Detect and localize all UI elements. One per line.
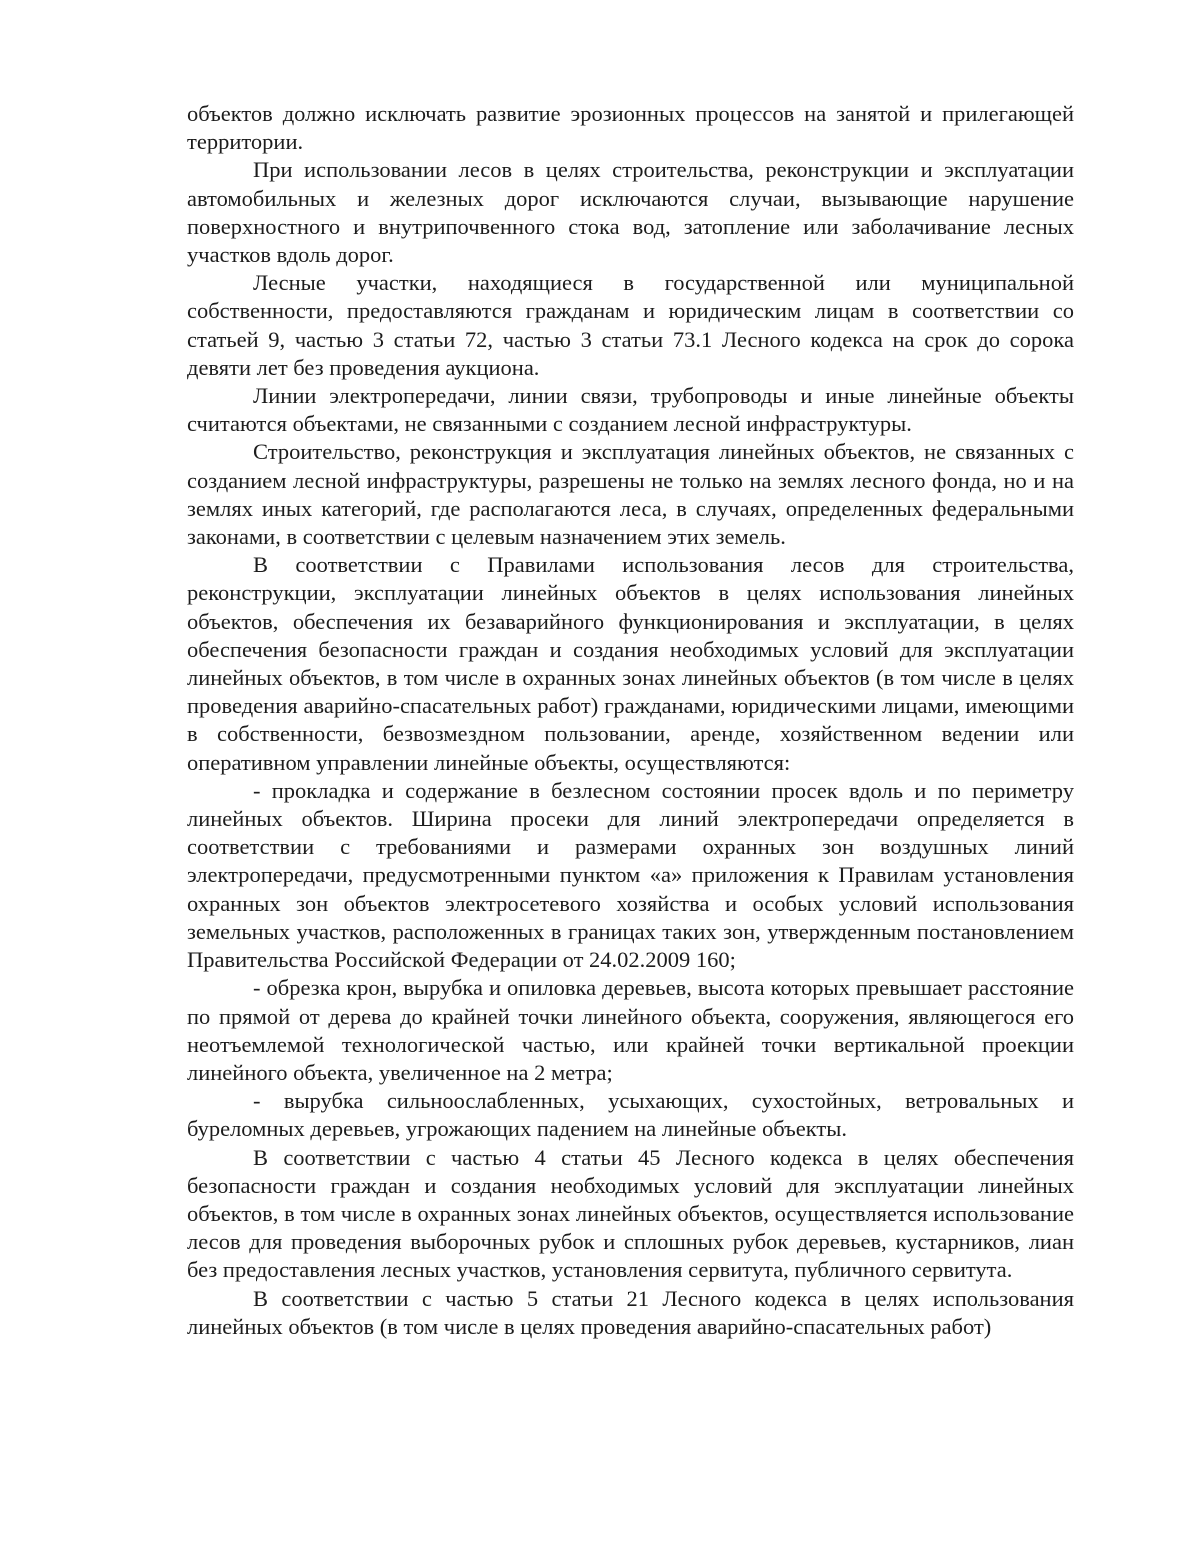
paragraph-roads: При использовании лесов в целях строительства, реконструкции и эксплуатации автомобильных и железных дорог исключаются случаи, вызывающие нарушение поверхностного и внутрипочвенного стока вод, затопление или заболачивание лесных участков вдоль дорог. <box>187 157 1074 268</box>
paragraph-construction-permitted: Строительство, реконструкция и эксплуатация линейных объектов, не связанных с созданием лесной инфраструктуры, разрешены не только на землях лесного фонда, но и на землях иных категорий, где располагаются леса, в случаях, определенных федеральными законами, в соответствии с целевым назначением этих земель. <box>187 439 1074 550</box>
list-item-crown-trimming: - обрезка крон, вырубка и опиловка деревьев, высота которых превышает расстояние по прямой от дерева до крайней точки линейного объекта, сооружения, являющегося его неотъемлемой технологической частью, или крайней точки вертикальной проекции линейного объекта, увеличенное на 2 метра; <box>187 975 1074 1085</box>
paragraph-forest-plots: Лесные участки, находящиеся в государственной или муниципальной собственности, предоставляются гражданам и юридическим лицам в соответствии со статьей 9, частью 3 статьи 72, частью 3 статьи 73.1 Лесного кодекса на срок до сорока девяти лет без проведения аукциона. <box>187 270 1074 380</box>
document-page <box>187 100 1074 1341</box>
paragraph-erosion-continuation: объектов должно исключать развитие эрозионных процессов на занятой и прилегающей территории. <box>187 101 1074 155</box>
paragraph-article-45: В соответствии с частью 4 статьи 45 Лесного кодекса в целях обеспечения безопасности граждан и создания необходимых условий для эксплуатации линейных объектов, в том числе в охранных зонах линейных объектов, осуществляется использование лесов для проведения выборочных рубок и сплошных рубок деревьев, кустарников, лиан без предоставления лесных участков, установления сервитута, публичного сервитута. <box>187 1144 1074 1283</box>
paragraph-article-21: В соответствии с частью 5 статьи 21 Лесного кодекса в целях использования линейных объектов (в том числе в целях проведения аварийно-спасательных работ) <box>187 1285 1074 1339</box>
list-item-weakened-trees: - вырубка сильноослабленных, усыхающих, сухостойных, ветровальных и буреломных деревьев, угрожающих падением на линейные объекты. <box>187 1088 1074 1142</box>
list-item-clearings: - прокладка и содержание в безлесном состоянии просек вдоль и по периметру линейных объектов. Ширина просеки для линий электропередачи определяется в соответствии с требованиями и размерами охранных зон воздушных линий электропередачи, предусмотренными пунктом «а» приложения к Правилам установления охранных зон объектов электросетевого хозяйства и особых условий использования земельных участков, расположенных в границах таких зон, утвержденным постановлением Правительства Российской Федерации от 24.02.2009 160; <box>187 777 1074 973</box>
paragraph-rules-usage: В соответствии с Правилами использования лесов для строительства, реконструкции, эксплуатации линейных объектов в целях использования линейных объектов, обеспечения их безаварийного функционирования и эксплуатации, в целях обеспечения безопасности граждан и создания необходимых условий для эксплуатации линейных объектов, в том числе в охранных зонах линейных объектов (в том числе в целях проведения аварийно-спасательных работ) гражданами, юридическими лицами, имеющими в собственности, безвозмездном пользовании, аренде, хозяйственном ведении или оперативном управлении линейные объекты, осуществляются: <box>187 552 1074 775</box>
paragraph-linear-objects-definition: Линии электропередачи, линии связи, трубопроводы и иные линейные объекты считаются объектами, не связанными с созданием лесной инфраструктуры. <box>187 383 1074 437</box>
